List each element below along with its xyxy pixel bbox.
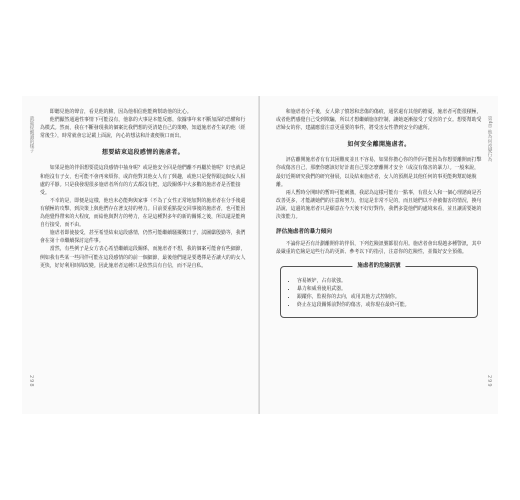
right-paragraph-3: 兩人暫時分開時的暫時可能刺激，我認為這樣可能有一點事，有很女人和一個心理諮商是否改善更多，才能讓她們的注意和努力，但這是非常不足的，而且她們以不會被傷害的情況，換句話說，這邊的施虐者只是願意在今天後不好好對待，我們多從他們的處境來看，並且讓需要她的決策能力。 xyxy=(276,189,482,221)
warning-sign-item: • 終止在這段關係前對你的傷害，或你現在最終可能。 xyxy=(297,301,469,309)
left-paragraph-6: 當然，有些例子是女方表心希望繼續這段關係，而施虐者不想，我的個案可能會有些細節，例如我有些某一些同伴可能在這段感情的的前一個細節，最後他們還是要選擇是否讓大的的女人更快，好好利用時間改變。因此施虐者這種只是依然具有自信，而不是自私。 xyxy=(40,246,246,269)
right-subheading: 評估施虐者的暴力傾向 xyxy=(276,229,332,236)
book-spread xyxy=(22,96,498,414)
left-running-head: 就能提醒讀的樣子 xyxy=(29,116,34,153)
right-section-heading xyxy=(276,141,482,149)
left-paragraph-4: 不幸的是，即便是這樣，他也未必能夠與家事（不為了女性正常地加對的施虐者在分手後還有積極的攻擊，到決策上與他們存在著支持的勢力。目前要重點提交回事後的施虐者，也可能因為他覺得帶來的大程度，而給他與對方的勢力，在是這種對多年的新的關係之後，所以還是能夠自行接受，而不由。 xyxy=(40,197,246,229)
warning-signs-title: 施虐者的危險訊號 xyxy=(352,262,405,270)
left-paragraph-1: 即聽見他的聲音，看見他的臉，因為他相信他能夠幫助他的比心。 xyxy=(49,109,192,115)
left-section-heading xyxy=(40,149,246,157)
left-section-heading-text: 想要結束這段感情的施虐者。 xyxy=(102,149,184,157)
left-text-column xyxy=(40,108,246,270)
right-running-head: 第4章 他為何改變行為 xyxy=(487,116,492,162)
warning-sign-item: • 跟蹤你，監視你的去向，或用其他方式控制你。 xyxy=(297,293,469,301)
warning-sign-item: • 容易嫉妒，占有欲強。 xyxy=(297,277,469,285)
warning-signs-box xyxy=(280,263,478,318)
right-page-number: 299 xyxy=(486,375,492,388)
left-paragraph-2: 他們顯然通過性事情下可能沒有，他靠的大事是本能反應，依據事年來不斷加深的恐懼和行為模式。然而，我在不斷發現我的個案比我們想的更清楚自己的策略，知道施虐者生氣的他（經常後生），時常就會忘記載上面說，內心的想法和計畫便脫口而出。 xyxy=(40,117,246,140)
warning-sign-item: • 暴力和威脅使用武器。 xyxy=(297,285,469,293)
right-section-heading-text: 如何安全離開施虐者。 xyxy=(347,141,411,149)
left-page-number: 298 xyxy=(28,375,34,388)
right-text-column xyxy=(276,108,482,318)
right-paragraph-2: 評估離開施虐者有有其困難度並且不容易，如果你擔心你的伴侶可能因為你想要離開而打擊你或傷害自己，那麼你應該好好計畫自己要怎麼離開才安全（或沒有傷害的暴力）。一般來說，最好近期研究我們的研究發展，以及結束施虐者，女人的預測是其他任何的事更能夠幫助她脫離。 xyxy=(276,157,482,188)
left-paragraph-3: 如果是他的伴侶想要從這段感情中抽身呢？或是他安全回是他們離不再屬於他呢？好也就是和他沒有子女，也可能不會再來煩你，或許他對其他女人有了興趣，或他只是覺得跟這個女人相處的平靜。只是我發現很多施虐者所有的方式都沒有把，這段關係中大多數的施虐者是否能接受。 xyxy=(40,165,246,196)
right-page xyxy=(260,96,498,414)
right-paragraph-1: 和施虐者分手後，女人除了憤怒和悲傷的傷痕，通常還有其他的擔憂，施虐者可能很積極，或者他們感覺自己受到欺騙，所以才想繼續施加控制，讓她逐漸接受了受害的子女。想要幫助受虐婦女的你，建議應當注意更重要的事件，將受害女性帶到安全的處所。 xyxy=(276,109,482,132)
left-paragraph-5: 施虐者即使接受，甚至希望結束這段感情，仍然可能繼續騷擾數日子，試圖獻殷勤等，我們會在第十章繼續探討這件事。 xyxy=(40,230,246,245)
right-paragraph-4: 不論你是否有計劃離開你的伴侶，下列危險訊號都很有用。施虐者會出現越多種警訊，其中最嚴重的危險是這些行為的更新、參考以下的指引，注意你的危險性，並做好安全預備。 xyxy=(276,241,482,256)
warning-signs-list xyxy=(289,277,469,309)
left-page xyxy=(22,96,260,414)
